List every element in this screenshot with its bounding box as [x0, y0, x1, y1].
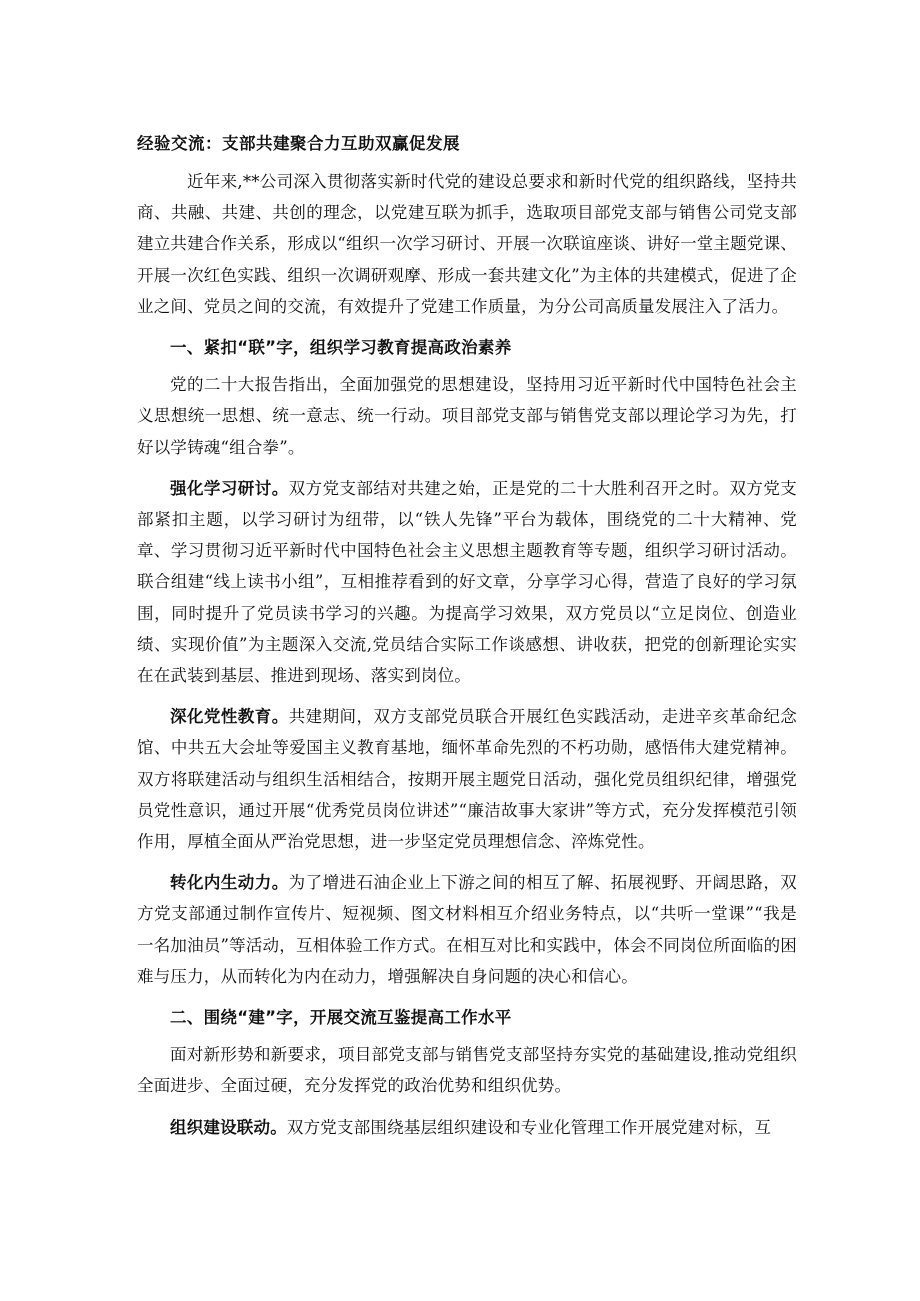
item-lead: 组织建设联动。: [170, 1117, 287, 1137]
section-2-paragraph: 面对新形势和新要求，项目部党支部与销售党支部坚持夯实党的基础建设,推动党组织全面进步、全面过硬，充分发挥党的政治优势和组织优势。: [137, 1045, 797, 1096]
section-1-paragraph: 党的二十大报告指出，全面加强党的思想建设，坚持用习近平新时代中国特色社会主义思想统一思想、统一意志、统一行动。项目部党支部与销售党支部以理论学习为先，打好以学铸魂“组合拳”。: [137, 375, 797, 457]
section-1-item-2: [137, 701, 797, 857]
section-2-heading: 二、围绕“建”字，开展交流互鉴提高工作水平: [170, 1008, 512, 1028]
item-lead: 深化党性教育。: [170, 707, 289, 727]
section-2-item-1: [137, 1112, 797, 1143]
section-1-heading: 一、紧扣“联”字，组织学习教育提高政治素养: [170, 338, 512, 358]
item-text: 双方党支部围绕基层组织建设和专业化管理工作开展党建对标，互: [286, 1117, 772, 1137]
item-lead: 强化学习研讨。: [170, 478, 289, 498]
section-1-item-1: [137, 473, 797, 691]
item-text: 双方党支部结对共建之始，正是党的二十大胜利召开之时。双方党支部紧扣主题，以学习研讨为纽带，以“铁人先锋”平台为载体，围绕党的二十大精神、党章、学习贯彻习近平新时代中国特色社会主义思想主题教育等专题，组织学习研讨活动。联合组建“线上读书小组”，互相推荐看到的好文章，分享学习心得，营造了良好的学习氛围，同时提升了党员读书学习的兴趣。为提高学习效果，双方党员以“立足岗位、创造业绩、实现价值”为主题深入交流,党员结合实际工作谈感想、讲收获，把党的创新理论实实在在武装到基层、推进到现场、落实到岗位。: [137, 478, 797, 686]
item-text: 为了增进石油企业上下游之间的相互了解、拓展视野、开阔思路，双方党支部通过制作宣传片、短视频、图文材料相互介绍业务特点，以“共听一堂课”“我是一名加油员”等活动，互相体验工作方式。在相互对比和实践中，体会不同岗位所面临的困难与压力，从而转化为内在动力，增强解决自身问题的决心和信心。: [137, 873, 797, 986]
document-title: 经验交流：支部共建聚合力互助双赢促发展: [137, 134, 460, 153]
document-page: [137, 128, 797, 1143]
intro-paragraph: 近年来,**公司深入贯彻落实新时代党的建设总要求和新时代党的组织路线，坚持共商、共融、共建、共创的理念，以党建互联为抓手，选取项目部党支部与销售公司党支部建立共建合作关系，形成以“组织一次学习研讨、开展一次联谊座谈、讲好一堂主题党课、开展一次红色实践、组织一次调研观摩、形成一套共建文化”为主体的共建模式，促进了企业之间、党员之间的交流，有效提升了党建工作质量，为分公司高质量发展注入了活力。: [137, 172, 797, 316]
item-lead: 转化内生动力。: [170, 873, 289, 893]
section-1-item-3: [137, 867, 797, 992]
item-text: 共建期间，双方支部党员联合开展红色实践活动，走进辛亥革命纪念馆、中共五大会址等爱国主义教育基地，缅怀革命先烈的不朽功勋，感悟伟大建党精神。双方将联建活动与组织生活相结合，按期开展主题党日活动，强化党员组织纪律，增强党员党性意识，通过开展“优秀党员岗位讲述”“廉洁故事大家讲”等方式，充分发挥模范引领作用，厚植全面从严治党思想，进一步坚定党员理想信念、淬炼党性。: [137, 707, 797, 852]
